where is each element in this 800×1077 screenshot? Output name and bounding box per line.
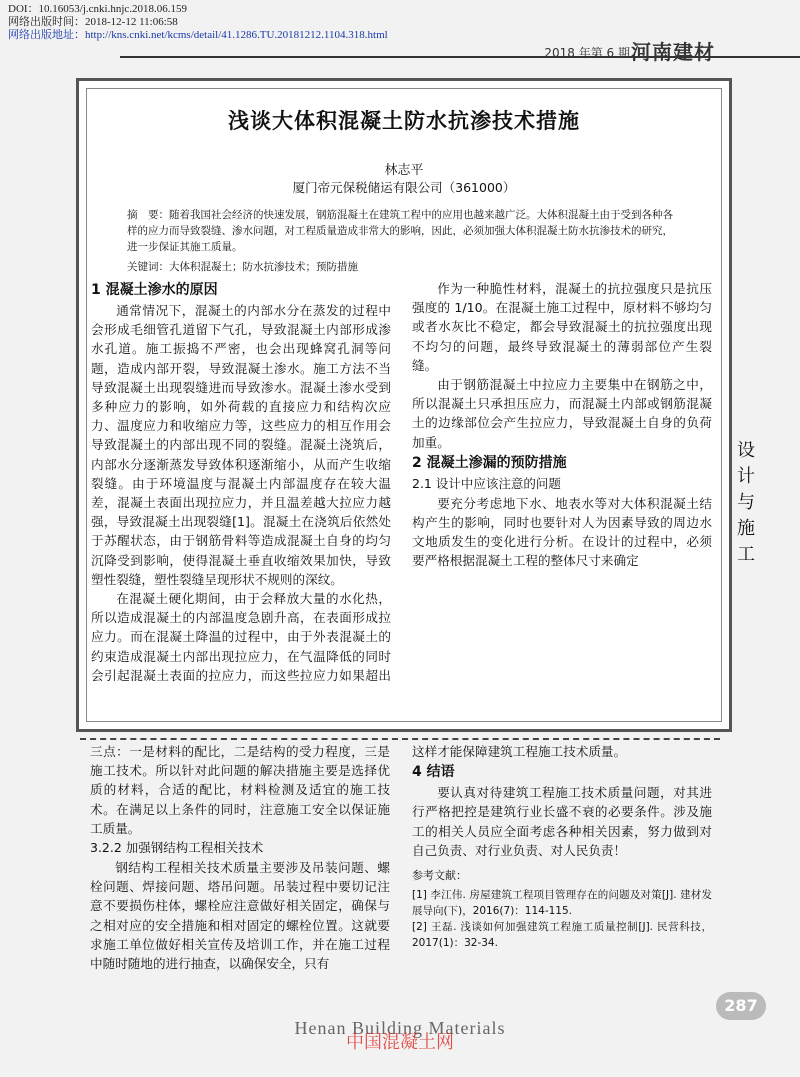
section-2-heading: 2 混凝土渗漏的预防措施 [412,454,567,471]
article-frame-inner [86,88,722,722]
article-frame [76,78,732,732]
doi-header [8,3,388,42]
section-2-paragraph-1: 要充分考虑地下水、地表水等对大体积混凝土结构产生的影响，同时也要针对人为因素导致的周边水文地质发生的变化进行分析。在设计的过程中，必须要严格根据混凝土工程的整体尺寸来确定 [412,495,712,569]
right-column [412,279,712,571]
section-1-paragraph-4: 由于钢筋混凝土中拉应力主要集中在钢筋之中，所以混凝土只承担压应力，而混凝土内部或钢筋混凝土的边缘部位会产生拉应力，导致混凝土自身的负荷加重。 [412,377,712,450]
left-column [91,279,391,685]
section-1-heading: 1 混凝土渗水的原因 [91,282,218,298]
section-3-2-2-paragraph: 钢结构工程相关技术质量主要涉及吊装问题、螺栓问题、焊接问题、塔吊问题。吊装过程中要切记注意不要损伤柱体，螺栓应注意做好相关固定，确保与之相对应的安全措施和相对固定的螺栓位置。这就要求施工单位做好相关宣传及培训工作，并在施工过程中随时随地的进行抽查，以确保安全，只有 [90,860,390,972]
section-1-paragraph-1: 通常情况下，混凝土的内部水分在蒸发的过程中会形成毛细管孔道留下气孔，导致混凝土内部形成渗水孔道。施工振捣不严密，也会出现蜂窝孔洞等问题，造成内部开裂，导致混凝土渗水。施工方法不当导致混凝土出现裂缝进而导致渗水。混凝土渗水受到多种应力的影响，如外荷载的直接应力和结构次应力、温度应力和收缩应力等，这些应力的相互作用会导致混凝土的内部出现不同的裂缝。混凝土浇筑后，内部水分逐渐蒸发导致体积逐渐缩小，从而产生收缩裂缝。由于环境温度与混凝土内部温度存在较大温差，混凝土表面出现拉应力，并且温差越大拉应力越强，导致混凝土出现裂缝[1]。混凝土在浇筑后依然处于苏醒状态，由于钢筋骨料等造成混凝土自身的均匀沉降受到影响，使得混凝土垂直收缩效果加快，导致塑性裂缝，塑性裂缝呈现形状不规则的深纹。 [91,303,391,587]
abstract: 摘 要：随着我国社会经济的快速发展，钢筋混凝土在建筑工程中的应用也越来越广泛。大体积混凝土由于受到各种各样的应力而导致裂缝、渗水问题，对工程质量造成非常大的影响，因此，必须加强大体积混凝土防水抗渗技术的研究，进一步保证其施工质量。 [127,209,673,253]
section-1-paragraph-2: 在混凝土硬化期间，由于会释放大量的水化热，所以造成混凝土的内部温度急剧升高，在表面形成拉应力。而在混凝土降温的过程中，由于外表混凝土的约束造成混凝土内部出现拉应力，在气温降低的同时会引起混凝土表面的拉应力，而这些拉应力如果超出 [91,591,391,683]
pub-time-line: 网络出版时间：2018-12-12 11:06:58 [8,16,178,28]
watermark-text: 中国混凝土网 [346,1032,454,1053]
section-divider [80,738,720,740]
section-4-heading: 4 结语 [412,764,455,781]
lower-right-column [412,742,712,951]
references-title: 参考文献： [412,869,467,883]
section-2-1-heading: 2.1 设计中应该注意的问题 [412,475,561,491]
section-4-paragraph: 要认真对待建筑工程施工技术质量问题，对其进行严格把控是建筑行业长盛不衰的必要条件。涉及施工的相关人员应全面考虑各种相关因素，努力做到对自己负责、对行业负责、对人民负责！ [412,785,712,858]
keywords: 关键词：大体积混凝土；防水抗渗技术；预防措施 [127,261,358,273]
journal-name: 河南建材 [631,40,715,64]
article-title: 浅谈大体积混凝土防水抗渗技术措施 [228,109,580,133]
pub-url-link[interactable]: 网络出版地址：http://kns.cnki.net/kcms/detail/41.1286.TU.20181212.1104.318.html [8,29,388,41]
section-3-2-2-heading: 3.2.2 加强钢结构工程相关技术 [90,840,264,856]
section-2-paragraph-4: 这样才能保障建筑工程施工技术质量。 [412,744,627,759]
reference-item: [2] 王磊. 浅谈如何加强建筑工程施工质量控制[J]. 民营科技，2017(1)：32-34. [412,921,712,950]
author-affiliation: 厦门帝元保税储运有限公司（361000） [292,180,516,195]
lower-left-column [90,742,390,973]
section-1-paragraph-3: 作为一种脆性材料，混凝土的抗拉强度只是抗压强度的 1/10。在混凝土施工过程中，原材料不够均匀或者水灰比不稳定，都会导致混凝土的抗拉强度出现不均匀的问题，最终导致混凝土的薄弱部位产生裂缝。 [412,281,712,373]
side-category-tag: 设计与施工 [737,440,755,565]
issue-label: 2018 年第 6 期 [544,46,630,60]
section-2-paragraph-2: 三点：一是材料的配比，二是结构的受力程度，三是施工技术。所以针对此问题的解决措施主要是选择优质的材料，合适的配比，材料检测及适宜的施工技术。在满足以上条件的同时，注意施工安全以保证施工质量。 [90,744,390,836]
doi-line: DOI：10.16053/j.cnki.hnjc.2018.06.159 [8,3,188,15]
journal-english-name: Henan Building Materials [294,1018,506,1038]
reference-item: [1] 李江伟. 房屋建筑工程项目管理存在的问题及对策[J]. 建材发展导向(下)，2016(7)：114-115. [412,889,712,918]
author-name: 林志平 [384,163,424,178]
page-number-badge: 287 [716,992,766,1020]
